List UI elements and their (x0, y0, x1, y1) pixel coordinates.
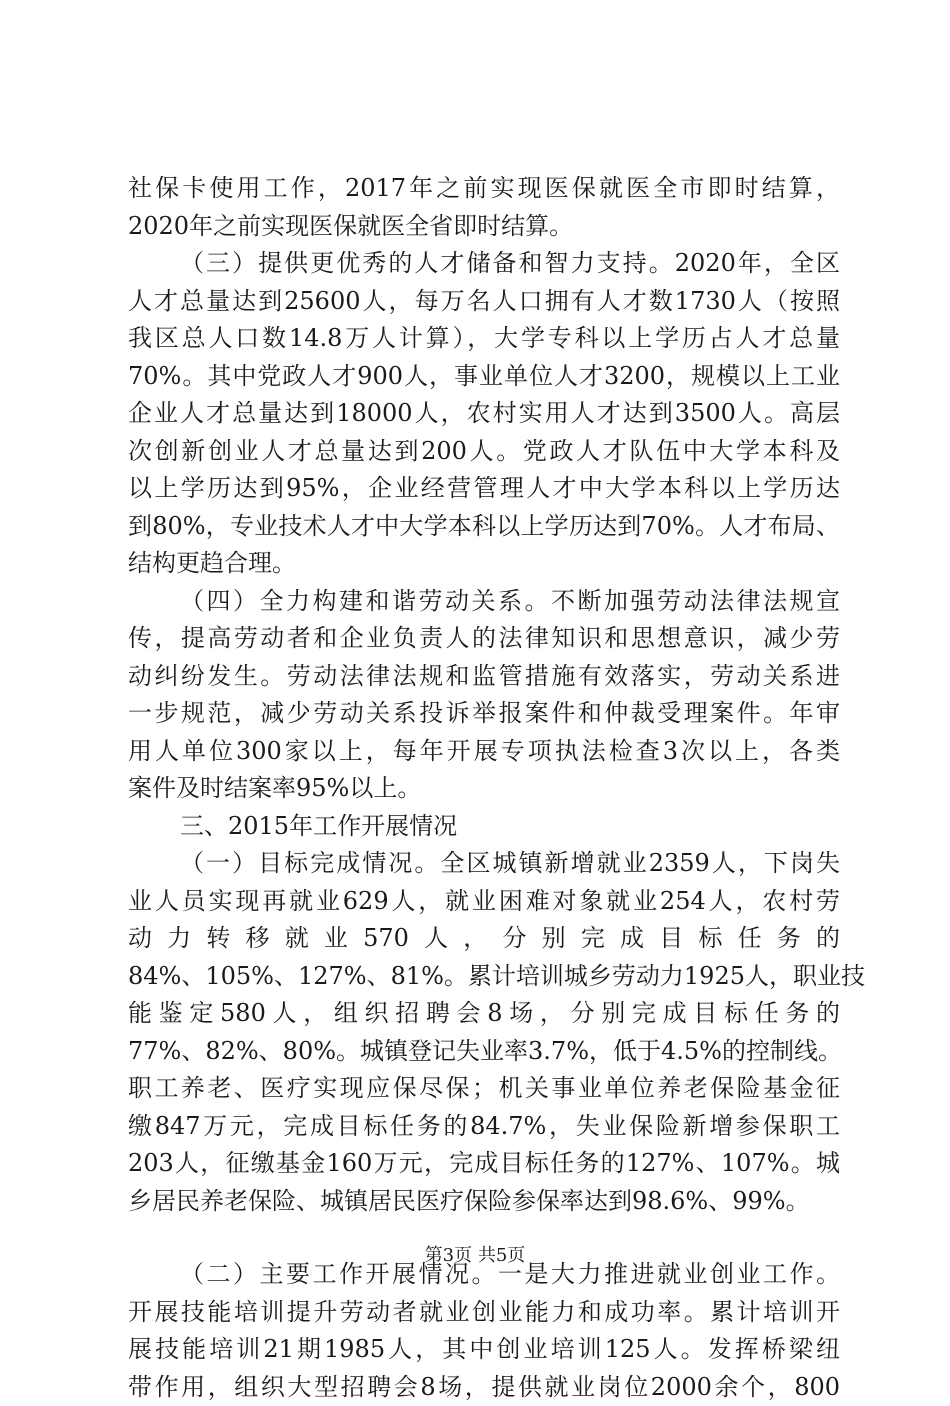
text-line: 开展技能培训提升劳动者就业创业能力和成功率。累计培训开 (128, 1294, 840, 1332)
text-line: 结构更趋合理。 (128, 545, 840, 583)
text-line: 到80%，专业技术人才中大学本科以上学历达到70%。人才布局、 (128, 508, 840, 546)
text-line: 动力转移就业570人，分别完成目标任务的 (128, 920, 840, 958)
text-line: 人才总量达到25600人，每万名人口拥有人才数1730人（按照 (128, 283, 840, 321)
text-line: 203人，征缴基金160万元，完成目标任务的127%、107%。城 (128, 1145, 840, 1183)
text-line: 企业人才总量达到18000人，农村实用人才达到3500人。高层 (128, 395, 840, 433)
section-heading-2: （二）主要工作开展情况。一是大力推进就业创业工作。 (128, 1256, 840, 1294)
text-line: 以上学历达到95%，企业经营管理人才中大学本科以上学历达 (128, 470, 840, 508)
text-line: 77%、82%、80%。城镇登记失业率3.7%，低于4.5%的控制线。 (128, 1033, 840, 1071)
text-line: 2020年之前实现医保就医全省即时结算。 (128, 208, 840, 246)
text-line: 带作用，组织大型招聘会8场，提供就业岗位2000余个，800 (128, 1369, 840, 1406)
text-line: 乡居民养老保险、城镇居民医疗保险参保率达到98.6%、99%。 (128, 1183, 840, 1221)
section-heading-4: （四）全力构建和谐劳动关系。不断加强劳动法律法规宣 (128, 583, 840, 621)
section-heading-1: （一）目标完成情况。全区城镇新增就业2359人，下岗失 (128, 845, 840, 883)
text-line: 能鉴定580人，组织招聘会8场，分别完成目标任务的 (128, 995, 840, 1033)
chapter-heading: 三、2015年工作开展情况 (128, 808, 840, 846)
section-heading-3: （三）提供更优秀的人才储备和智力支持。2020年，全区 (128, 245, 840, 283)
text-line: 一步规范，减少劳动关系投诉举报案件和仲裁受理案件。年审 (128, 695, 840, 733)
document-body (128, 170, 840, 1406)
text-line: 70%。其中党政人才900人，事业单位人才3200，规模以上工业 (128, 358, 840, 396)
text-line: 业人员实现再就业629人，就业困难对象就业254人，农村劳 (128, 883, 840, 921)
text-line: 用人单位300家以上，每年开展专项执法检查3次以上，各类 (128, 733, 840, 771)
text-line: 动纠纷发生。劳动法律法规和监管措施有效落实，劳动关系进 (128, 658, 840, 696)
page-number-footer: 第3页 共5页 (0, 1244, 950, 1268)
text-line: 案件及时结案率95%以上。 (128, 770, 840, 808)
text-line: 84%、105%、127%、81%。累计培训城乡劳动力1925人，职业技 (128, 958, 840, 996)
text-line: 职工养老、医疗实现应保尽保；机关事业单位养老保险基金征 (128, 1070, 840, 1108)
text-line: 展技能培训21期1985人，其中创业培训125人。发挥桥梁纽 (128, 1331, 840, 1369)
text-line: 缴847万元，完成目标任务的84.7%，失业保险新增参保职工 (128, 1108, 840, 1146)
text-line: 次创新创业人才总量达到200人。党政人才队伍中大学本科及 (128, 433, 840, 471)
text-line: 我区总人口数14.8万人计算），大学专科以上学历占人才总量 (128, 320, 840, 358)
text-line: 传，提高劳动者和企业负责人的法律知识和思想意识，减少劳 (128, 620, 840, 658)
text-line: 社保卡使用工作，2017年之前实现医保就医全市即时结算， (128, 170, 840, 208)
